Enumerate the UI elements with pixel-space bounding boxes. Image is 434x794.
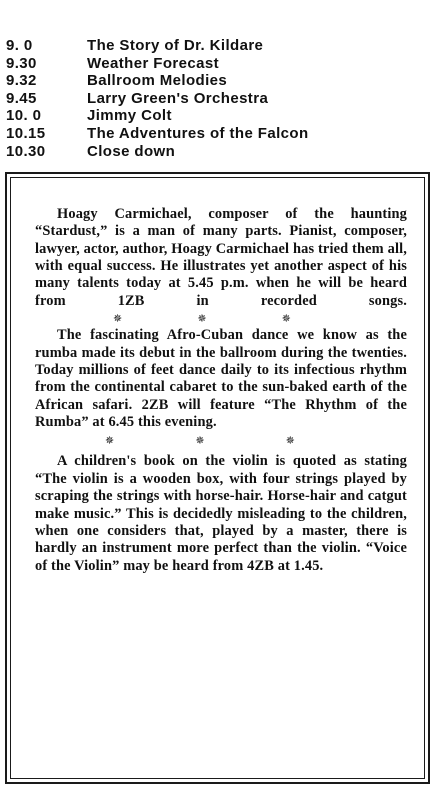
star-icon: ✵ — [281, 312, 291, 326]
schedule-program: Larry Green's Orchestra — [87, 89, 269, 107]
schedule-program: Close down — [87, 142, 176, 160]
schedule-time: 10.15 — [6, 124, 46, 142]
schedule-time: 9.32 — [6, 72, 37, 90]
article-box — [5, 172, 430, 784]
schedule-row — [6, 72, 426, 90]
schedule-row — [6, 107, 426, 125]
article-paragraph-carmichael: Hoagy Carmichael, composer of the haunting “Stardust,” is a man of many parts. Pianist, composer, lawyer, actor, author, Hoagy Carmichael has tried them all, with equal success. He illustrates yet another aspect of his many talents today at 5.45 p.m. when he will be heard from 1ZB in recorded songs. ✵ ✵ ✵ — [35, 206, 407, 327]
star-icon: ✵ — [285, 434, 295, 448]
star-separator — [91, 310, 291, 327]
schedule-time: 9.45 — [6, 89, 37, 107]
star-icon: ✵ — [113, 312, 123, 326]
star-icon: ✵ — [105, 434, 115, 448]
schedule-program: Jimmy Colt — [87, 107, 172, 125]
article-inner-border — [10, 177, 425, 779]
article-paragraph-rumba: The fascinating Afro-Cuban dance we know as the rumba made its debut in the ballroom during the twenties. Today millions of feet dance daily to its infectious rhythm from the continental cabaret to the sun-baked earth of the African safari. 2ZB will feature “The Rhythm of the Rumba” at 6.45 this evening. — [35, 327, 407, 431]
schedule-time: 10. 0 — [6, 107, 42, 125]
schedule-program: Weather Forecast — [87, 54, 220, 72]
schedule-time: 10.30 — [6, 142, 46, 160]
schedule-row — [6, 37, 426, 55]
schedule-row — [6, 90, 426, 108]
star-icon: ✵ — [195, 434, 205, 448]
schedule-time: 9.30 — [6, 54, 37, 72]
article-paragraph-violin: A children's book on the violin is quoted as stating “The violin is a wooden box, with four strings played by scraping the strings with horse-hair. Horse-hair and catgut make music.” This is decidedly misleading to the children, when one considers that, played by a master, there is hardly an instrument more perfect than the violin. “Voice of the Violin” may be heard from 4ZB at 1.45. — [35, 453, 407, 574]
schedule-program: Ballroom Melodies — [87, 72, 228, 90]
schedule-program: The Adventures of the Falcon — [87, 124, 309, 142]
schedule-row — [6, 143, 426, 161]
schedule-time: 9. 0 — [6, 37, 33, 54]
star-icon: ✵ — [197, 312, 207, 326]
schedule-list — [6, 37, 426, 160]
schedule-program: The Story of Dr. Kildare — [87, 37, 264, 54]
schedule-row — [6, 55, 426, 73]
schedule-row — [6, 125, 426, 143]
star-separator — [105, 434, 295, 448]
